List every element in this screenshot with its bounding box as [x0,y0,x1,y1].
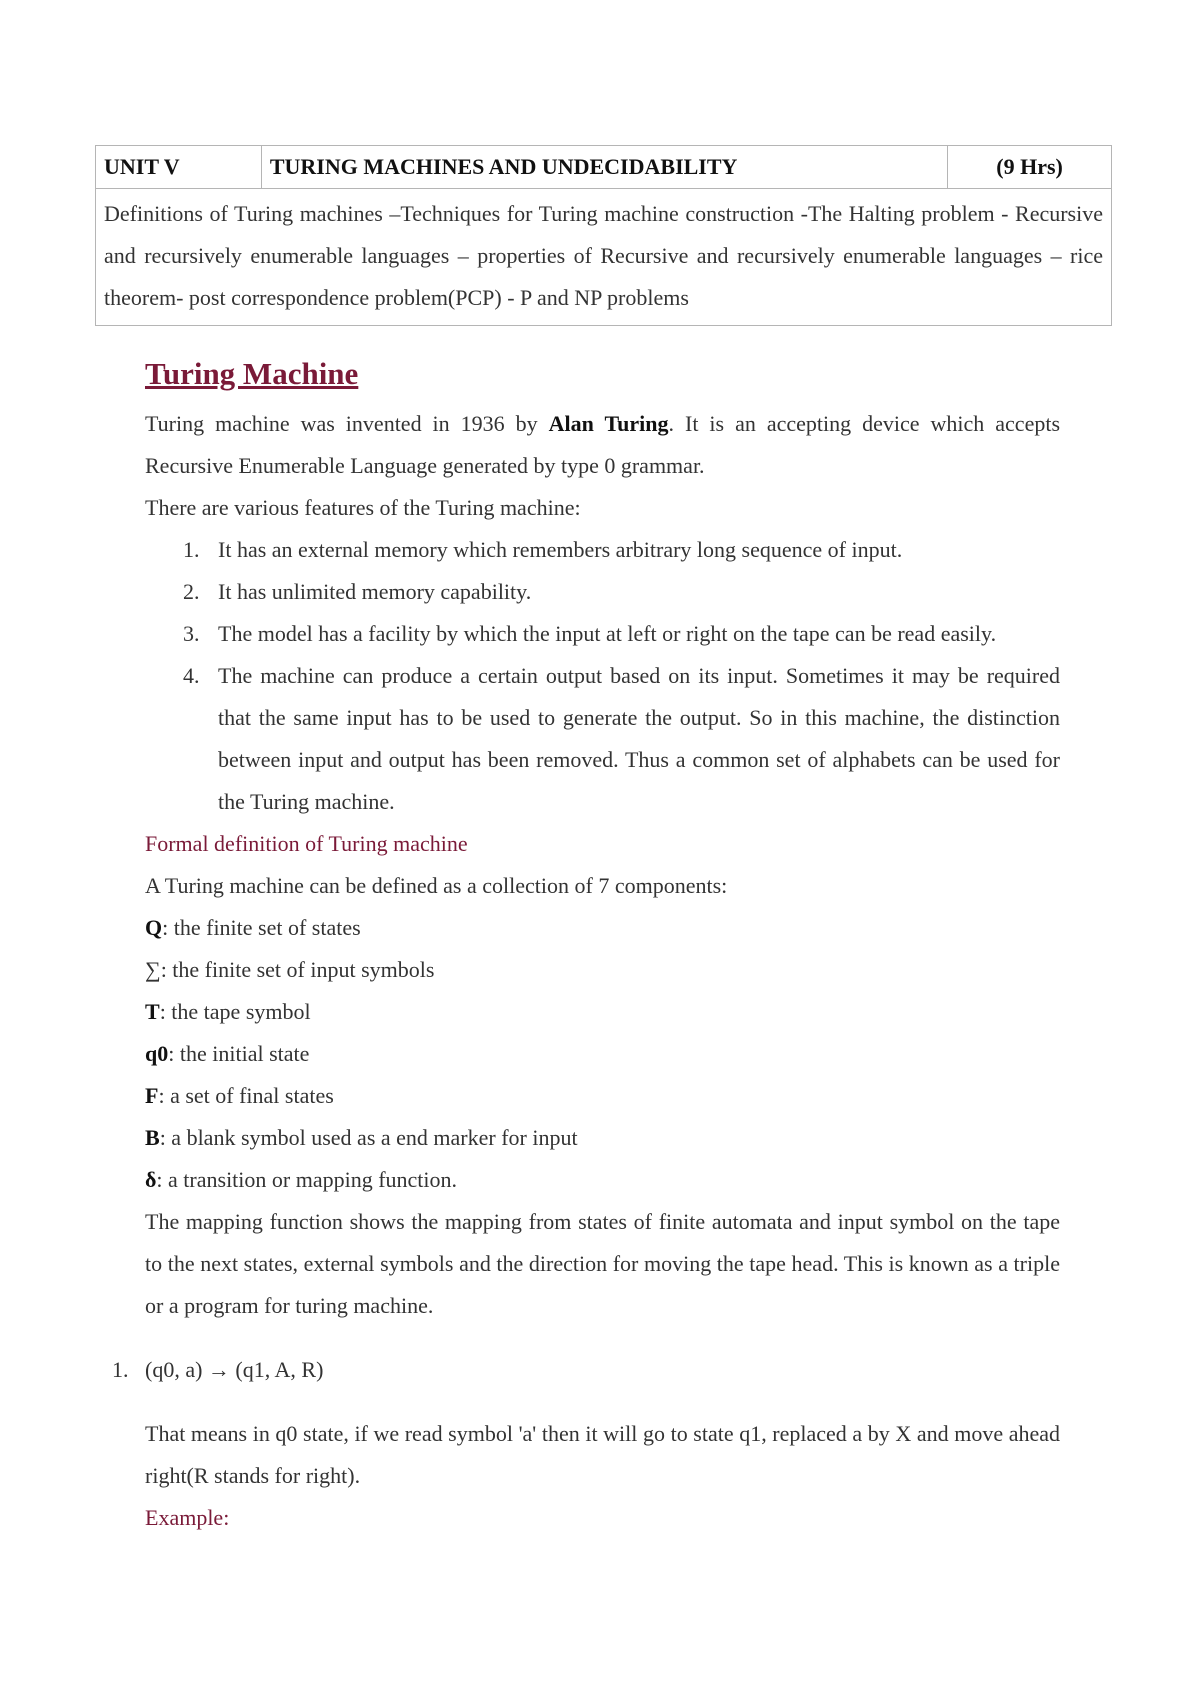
example-label: Example: [145,1505,230,1530]
mapping-paragraph: The mapping function shows the mapping from states of finite automata and input symbol on the tape to the next states, external symbols and the direction for moving the tape head. This is known as a triple or a program for turing machine. [145,1209,1060,1318]
intro-text-before: Turing machine was invented in 1936 by [145,411,549,436]
rule-text: (q0, a) → (q1, A, R) [145,1357,324,1382]
component-text: : the tape symbol [159,999,311,1024]
list-number: 1. [183,537,200,562]
list-item [145,613,1060,655]
component-item [145,1033,1060,1075]
component-text: : the finite set of input symbols [160,957,435,982]
component-symbol: Q [145,915,163,940]
unit-header-row [96,146,1112,189]
component-item [145,1117,1060,1159]
component-item [145,949,1060,991]
component-text: : the initial state [168,1041,310,1066]
unit-title: TURING MACHINES AND UNDECIDABILITY [261,146,947,189]
formal-definition-heading: Formal definition of Turing machine [145,831,468,856]
unit-description: Definitions of Turing machines –Techniques for Turing machine construction -The Halting problem - Recursive and recursively enumerable languages – properties of Recursive and recursively enumerable languages – rice theorem- post correspondence problem(PCP) - P and NP problems [96,189,1112,326]
component-text: : a transition or mapping function. [156,1167,458,1192]
list-item-text: It has unlimited memory capability. [218,579,532,604]
component-text: : a blank symbol used as a end marker for input [159,1125,578,1150]
list-item-text: It has an external memory which remembers arbitrary long sequence of input. [218,537,903,562]
component-item [145,907,1060,949]
unit-description-row [96,189,1112,326]
component-symbol: T [145,999,160,1024]
transition-rule [112,1349,1060,1391]
component-text: : a set of final states [158,1083,334,1108]
intro-text-after: . It is an accepting device which accepts Recursive Enumerable Language generated by type 0 grammar. [145,411,1061,478]
component-text: : the finite set of states [162,915,361,940]
list-number: 4. [183,663,200,688]
unit-table [95,145,1112,326]
unit-hours: (9 Hrs) [948,146,1112,189]
component-item [145,1159,1060,1201]
rule-number: 1. [112,1357,129,1382]
component-symbol: ∑ [145,957,161,982]
unit-label: UNIT V [96,146,262,189]
component-symbol: q0 [145,1041,169,1066]
document-body [112,353,1061,1539]
list-number: 2. [183,579,200,604]
list-item [145,571,1060,613]
formal-definition-intro: A Turing machine can be defined as a collection of 7 components: [145,873,728,898]
rule-explanation: That means in q0 state, if we read symbol 'a' then it will go to state q1, replaced a by X and move ahead right(R stands for right). [145,1421,1060,1488]
component-symbol: B [145,1125,160,1150]
features-intro: There are various features of the Turing machine: [145,495,581,520]
list-number: 3. [183,621,200,646]
section-heading: Turing Machine [145,356,359,391]
intro-author: Alan Turing [548,411,669,436]
intro-paragraph [145,403,1060,487]
component-symbol: F [145,1083,159,1108]
features-list [145,529,1060,823]
list-item-text: The machine can produce a certain output based on its input. Sometimes it may be required that the same input has to be used to generate the output. So in this machine, the distinction between input and output has been removed. Thus a common set of alphabets can be used for the Turing machine. [218,663,1060,814]
list-item-text: The model has a facility by which the input at left or right on the tape can be read easily. [218,621,997,646]
list-item [145,529,1060,571]
component-item [145,1075,1060,1117]
component-symbol: δ [145,1167,157,1192]
list-item [145,655,1060,823]
component-item [145,991,1060,1033]
